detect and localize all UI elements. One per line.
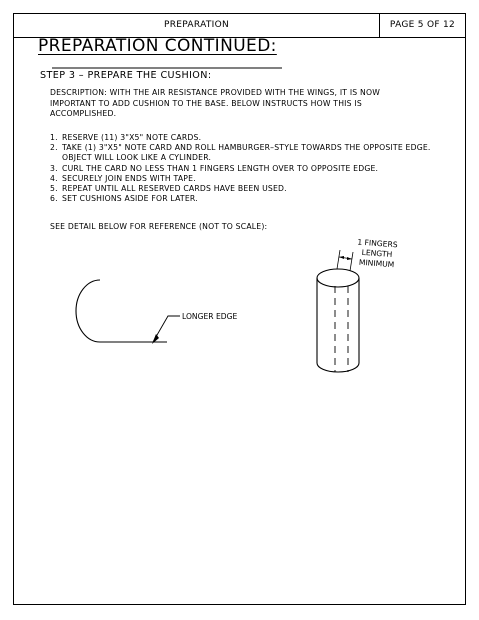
step-text: TAKE (1) 3"X5" NOTE CARD AND ROLL HAMBURGER–STYLE TOWARDS THE OPPOSITE EDGE. OBJECT WILL LOOK LIKE A CYLINDER.	[62, 143, 431, 163]
dimension-label-line: 1 FINGERS	[357, 237, 398, 250]
description-text: DESCRIPTION: WITH THE AIR RESISTANCE PROVIDED WITH THE WINGS, IT IS NOW IMPORTANT TO ADD CUSHION TO THE BASE. BELOW INSTRUCTS HOW THIS IS ACCOMPLISHED.	[50, 88, 381, 118]
step-text: REPEAT UNTIL ALL RESERVED CARDS HAVE BEEN USED.	[62, 184, 287, 194]
step-number: 2.	[50, 143, 58, 153]
step-text: SET CUSHIONS ASIDE FOR LATER.	[62, 194, 198, 204]
curled-card-outline	[76, 280, 167, 342]
step-text: SECURELY JOIN ENDS WITH TAPE.	[62, 173, 196, 183]
extension-line	[337, 250, 340, 269]
dimension-label	[356, 238, 398, 270]
step-number: 6.	[50, 194, 58, 204]
cylinder-bottom	[317, 363, 359, 372]
page-heading: PREPARATION CONTINUED:	[38, 36, 277, 56]
longer-edge-label: LONGER EDGE	[182, 312, 238, 321]
cylinder-top	[317, 269, 359, 287]
title-block-title: PREPARATION	[14, 14, 380, 38]
dimension-label-line: MINIMUM	[358, 257, 395, 270]
step-title: STEP 3 – PREPARE THE CUSHION:	[40, 70, 212, 81]
step-number: 1.	[50, 133, 58, 142]
extension-line	[350, 252, 353, 271]
step-number: 3.	[50, 163, 58, 173]
step-text: RESERVE (11) 3"X5" NOTE CARDS.	[62, 133, 202, 142]
reference-note: SEE DETAIL BELOW FOR REFERENCE (NOT TO SCALE):	[50, 222, 268, 231]
dimension-label-line: LENGTH	[361, 247, 393, 259]
step-number: 5.	[50, 184, 58, 194]
step-text: CURL THE CARD NO LESS THAN 1 FINGERS LENGTH OVER TO OPPOSITE EDGE.	[62, 163, 379, 173]
page-number: PAGE 5 OF 12	[380, 14, 465, 38]
step-number: 4.	[50, 173, 58, 183]
